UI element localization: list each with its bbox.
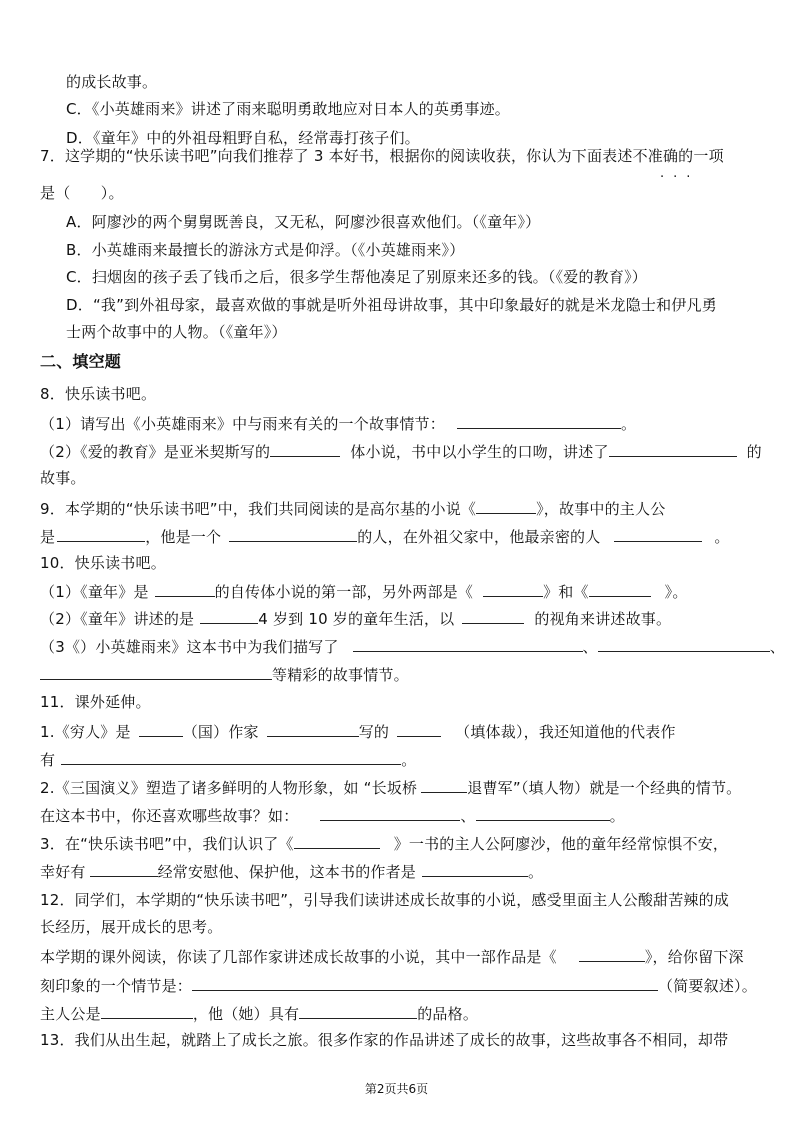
q12-text-a: 本学期的课外阅读，你读了几部作家讲述成长故事的小说，其中一部作品是《 bbox=[40, 948, 557, 966]
q11-2-text-c: 在这本书中，你还喜欢哪些故事？如： bbox=[40, 807, 299, 825]
q11-1-text-b: （国）作家 bbox=[182, 723, 259, 741]
question-11-1-cont bbox=[40, 748, 416, 768]
answer-blank[interactable] bbox=[598, 635, 770, 652]
answer-blank[interactable] bbox=[299, 1002, 417, 1019]
q12-text-g: 的品格。 bbox=[417, 1005, 479, 1023]
answer-blank[interactable] bbox=[476, 497, 536, 514]
q9-text-b: 》，故事中的主人公 bbox=[536, 500, 666, 518]
option-q6-c: C．《小英雄雨来》讲述了雨来聪明勇敢地应对日本人的英勇事迹。 bbox=[66, 100, 510, 118]
question-7-stem: 7．这学期的“快乐读书吧”向我们推荐了 3 本好书，根据你的阅读收获，你认为下面表述不准确的一项 bbox=[40, 147, 724, 165]
option-q7-b: B．小英雄雨来最擅长的游泳方式是仰浮。（《小英雄雨来》） bbox=[66, 241, 465, 259]
question-7-stem-end: 是（ ）。 bbox=[40, 184, 124, 202]
option-q7-d: D．“我”到外祖母家，最喜欢做的事就是听外祖母讲故事，其中印象最好的就是米龙隐士和伊凡勇 bbox=[66, 296, 717, 314]
question-11-2-cont bbox=[40, 804, 625, 824]
question-8-title: 8．快乐读书吧。 bbox=[40, 385, 157, 403]
answer-blank[interactable] bbox=[320, 804, 460, 821]
q11-2-text-b: 退曹军”（填人物）就是一个经典的情节。 bbox=[467, 779, 742, 797]
q10-3-text-b: 等精彩的故事情节。 bbox=[272, 666, 409, 684]
question-8-2 bbox=[40, 440, 762, 460]
question-12-stem: 12．同学们，本学期的“快乐读书吧”，引导我们读讲述成长故事的小说，感受里面主人公酸甜苦辣的成 bbox=[40, 891, 730, 909]
q8-2-text-c: 的 bbox=[746, 443, 762, 461]
answer-blank[interactable] bbox=[139, 720, 183, 737]
q11-2-text-e: 。 bbox=[609, 807, 625, 825]
q8-1-end: 。 bbox=[620, 415, 637, 433]
question-10-title: 10．快乐读书吧。 bbox=[40, 554, 166, 572]
answer-blank[interactable] bbox=[483, 580, 543, 597]
question-10-3-cont bbox=[40, 663, 409, 683]
question-8-2-end: 故事。 bbox=[40, 469, 86, 487]
q8-1-text: （1）请写出《小英雄雨来》中与雨来有关的一个故事情节： bbox=[40, 415, 445, 433]
q11-1-text-f: 。 bbox=[401, 751, 417, 769]
answer-blank[interactable] bbox=[397, 720, 441, 737]
q9-text-a: 9．本学期的“快乐读书吧”中，我们共同阅读的是高尔基的小说《 bbox=[40, 500, 477, 518]
answer-blank[interactable] bbox=[579, 945, 645, 962]
answer-blank[interactable] bbox=[90, 860, 158, 877]
answer-blank[interactable] bbox=[462, 607, 524, 624]
q10-2-text-b: 4 岁到 10 岁的童年生活，以 bbox=[258, 610, 455, 628]
q11-3-text-b: 》一书的主人公阿廖沙，他的童年经常惊惧不安， bbox=[393, 835, 729, 853]
q12-text-f: ，他（她）具有 bbox=[192, 1005, 300, 1023]
q9-text-c: 是 bbox=[40, 528, 56, 546]
q12-text-d: （简要叙述）。 bbox=[658, 977, 757, 995]
q9-text-e: 的人，在外祖父家中，他最亲密的人 bbox=[357, 528, 601, 546]
q10-1-text-b: 的自传体小说的第一部，另外两部是《 bbox=[214, 583, 474, 601]
line-q6-end: 的成长故事。 bbox=[66, 73, 158, 91]
answer-blank[interactable] bbox=[40, 663, 272, 680]
answer-blank[interactable] bbox=[200, 607, 258, 624]
q11-3-text-c: 幸好有 bbox=[40, 863, 86, 881]
answer-blank[interactable] bbox=[192, 974, 658, 991]
q12-text-c: 刻印象的一个情节是： bbox=[40, 977, 193, 995]
q10-1-text-c: 》和《 bbox=[543, 583, 589, 601]
question-9 bbox=[40, 497, 665, 517]
q12-text-b: 》，给你留下深 bbox=[644, 948, 744, 966]
q11-1-text-e: 有 bbox=[40, 751, 56, 769]
q9-text-d: ，他是一个 bbox=[145, 528, 222, 546]
question-12-line-2 bbox=[40, 974, 757, 994]
question-10-3 bbox=[40, 635, 785, 655]
answer-blank[interactable] bbox=[267, 720, 359, 737]
option-q7-d-end: 士两个故事中的人物。（《童年》） bbox=[66, 323, 287, 341]
q10-3-sep-1: 、 bbox=[582, 638, 598, 656]
answer-blank[interactable] bbox=[155, 580, 215, 597]
q8-2-text-a: （2）《爱的教育》是亚米契斯写的 bbox=[40, 443, 271, 461]
option-q6-d: D．《童年》中的外祖母粗野自私，经常毒打孩子们。 bbox=[66, 129, 420, 147]
answer-blank[interactable] bbox=[229, 525, 357, 542]
q11-3-text-d: 经常安慰他、保护他，这本书的作者是 bbox=[157, 863, 417, 881]
answer-blank[interactable] bbox=[614, 525, 702, 542]
answer-blank[interactable] bbox=[353, 635, 583, 652]
question-8-1 bbox=[40, 412, 636, 432]
q10-1-text-d: 》。 bbox=[664, 583, 688, 601]
q8-2-text-b: 体小说，书中以小学生的口吻，讲述了 bbox=[350, 443, 609, 461]
question-11-2 bbox=[40, 776, 741, 796]
q11-2-text-a: 2.《三国演义》塑造了诸多鲜明的人物形象，如 “长坂桥 bbox=[40, 779, 418, 797]
question-11-3 bbox=[40, 832, 728, 852]
answer-blank[interactable] bbox=[422, 860, 528, 877]
q10-1-text-a: （1）《童年》是 bbox=[40, 583, 149, 601]
q11-1-text-a: 1.《穷人》是 bbox=[40, 723, 131, 741]
q10-2-text-c: 的视角来讲述故事。 bbox=[534, 610, 672, 628]
answer-blank[interactable] bbox=[457, 412, 621, 429]
q11-1-text-d: （填体裁），我还知道他的代表作 bbox=[455, 723, 676, 741]
emphasis-dots: ··· bbox=[660, 170, 700, 185]
question-9-cont bbox=[40, 525, 730, 545]
section-heading-fill-blank: 二、填空题 bbox=[40, 352, 122, 371]
answer-blank[interactable] bbox=[294, 832, 380, 849]
answer-blank[interactable] bbox=[101, 1002, 193, 1019]
question-10-2 bbox=[40, 607, 671, 627]
q11-1-text-c: 写的 bbox=[358, 723, 390, 741]
answer-blank[interactable] bbox=[57, 525, 145, 542]
option-q7-a: A．阿廖沙的两个舅舅既善良，又无私，阿廖沙很喜欢他们。（《童年》） bbox=[66, 213, 541, 231]
q12-text-e: 主人公是 bbox=[40, 1005, 101, 1023]
q10-2-text-a: （2）《童年》讲述的是 bbox=[40, 610, 195, 628]
answer-blank[interactable] bbox=[421, 776, 467, 793]
q11-3-text-e: 。 bbox=[528, 863, 544, 881]
q10-3-sep-2: 、 bbox=[769, 638, 785, 656]
answer-blank[interactable] bbox=[589, 580, 651, 597]
question-12-line-1 bbox=[40, 945, 744, 965]
question-12-stem-end: 长经历，展开成长的思考。 bbox=[40, 918, 223, 936]
q11-3-text-a: 3．在“快乐读书吧”中，我们认识了《 bbox=[40, 835, 294, 853]
question-11-title: 11．课外延伸。 bbox=[40, 693, 151, 711]
question-10-1 bbox=[40, 580, 688, 600]
question-11-3-cont bbox=[40, 860, 543, 880]
answer-blank[interactable] bbox=[476, 804, 610, 821]
question-12-line-3 bbox=[40, 1002, 478, 1022]
q11-2-text-d: 、 bbox=[460, 807, 476, 825]
q10-3-text-a: （3《）小英雄雨来》这本书中为我们描写了 bbox=[40, 638, 339, 656]
answer-blank[interactable] bbox=[270, 440, 340, 457]
page-footer: 第2页共6页 bbox=[364, 1082, 429, 1096]
option-q7-c: C．扫烟囱的孩子丢了钱币之后，很多学生帮他凑足了别原来还多的钱。（《爱的教育》） bbox=[66, 268, 647, 286]
answer-blank[interactable] bbox=[61, 748, 401, 765]
answer-blank[interactable] bbox=[609, 440, 737, 457]
question-11-1 bbox=[40, 720, 676, 740]
q9-text-f: 。 bbox=[714, 528, 730, 546]
question-13-stem: 13．我们从出生起，就踏上了成长之旅。很多作家的作品讲述了成长的故事，这些故事各不相同，却带 bbox=[40, 1031, 729, 1049]
